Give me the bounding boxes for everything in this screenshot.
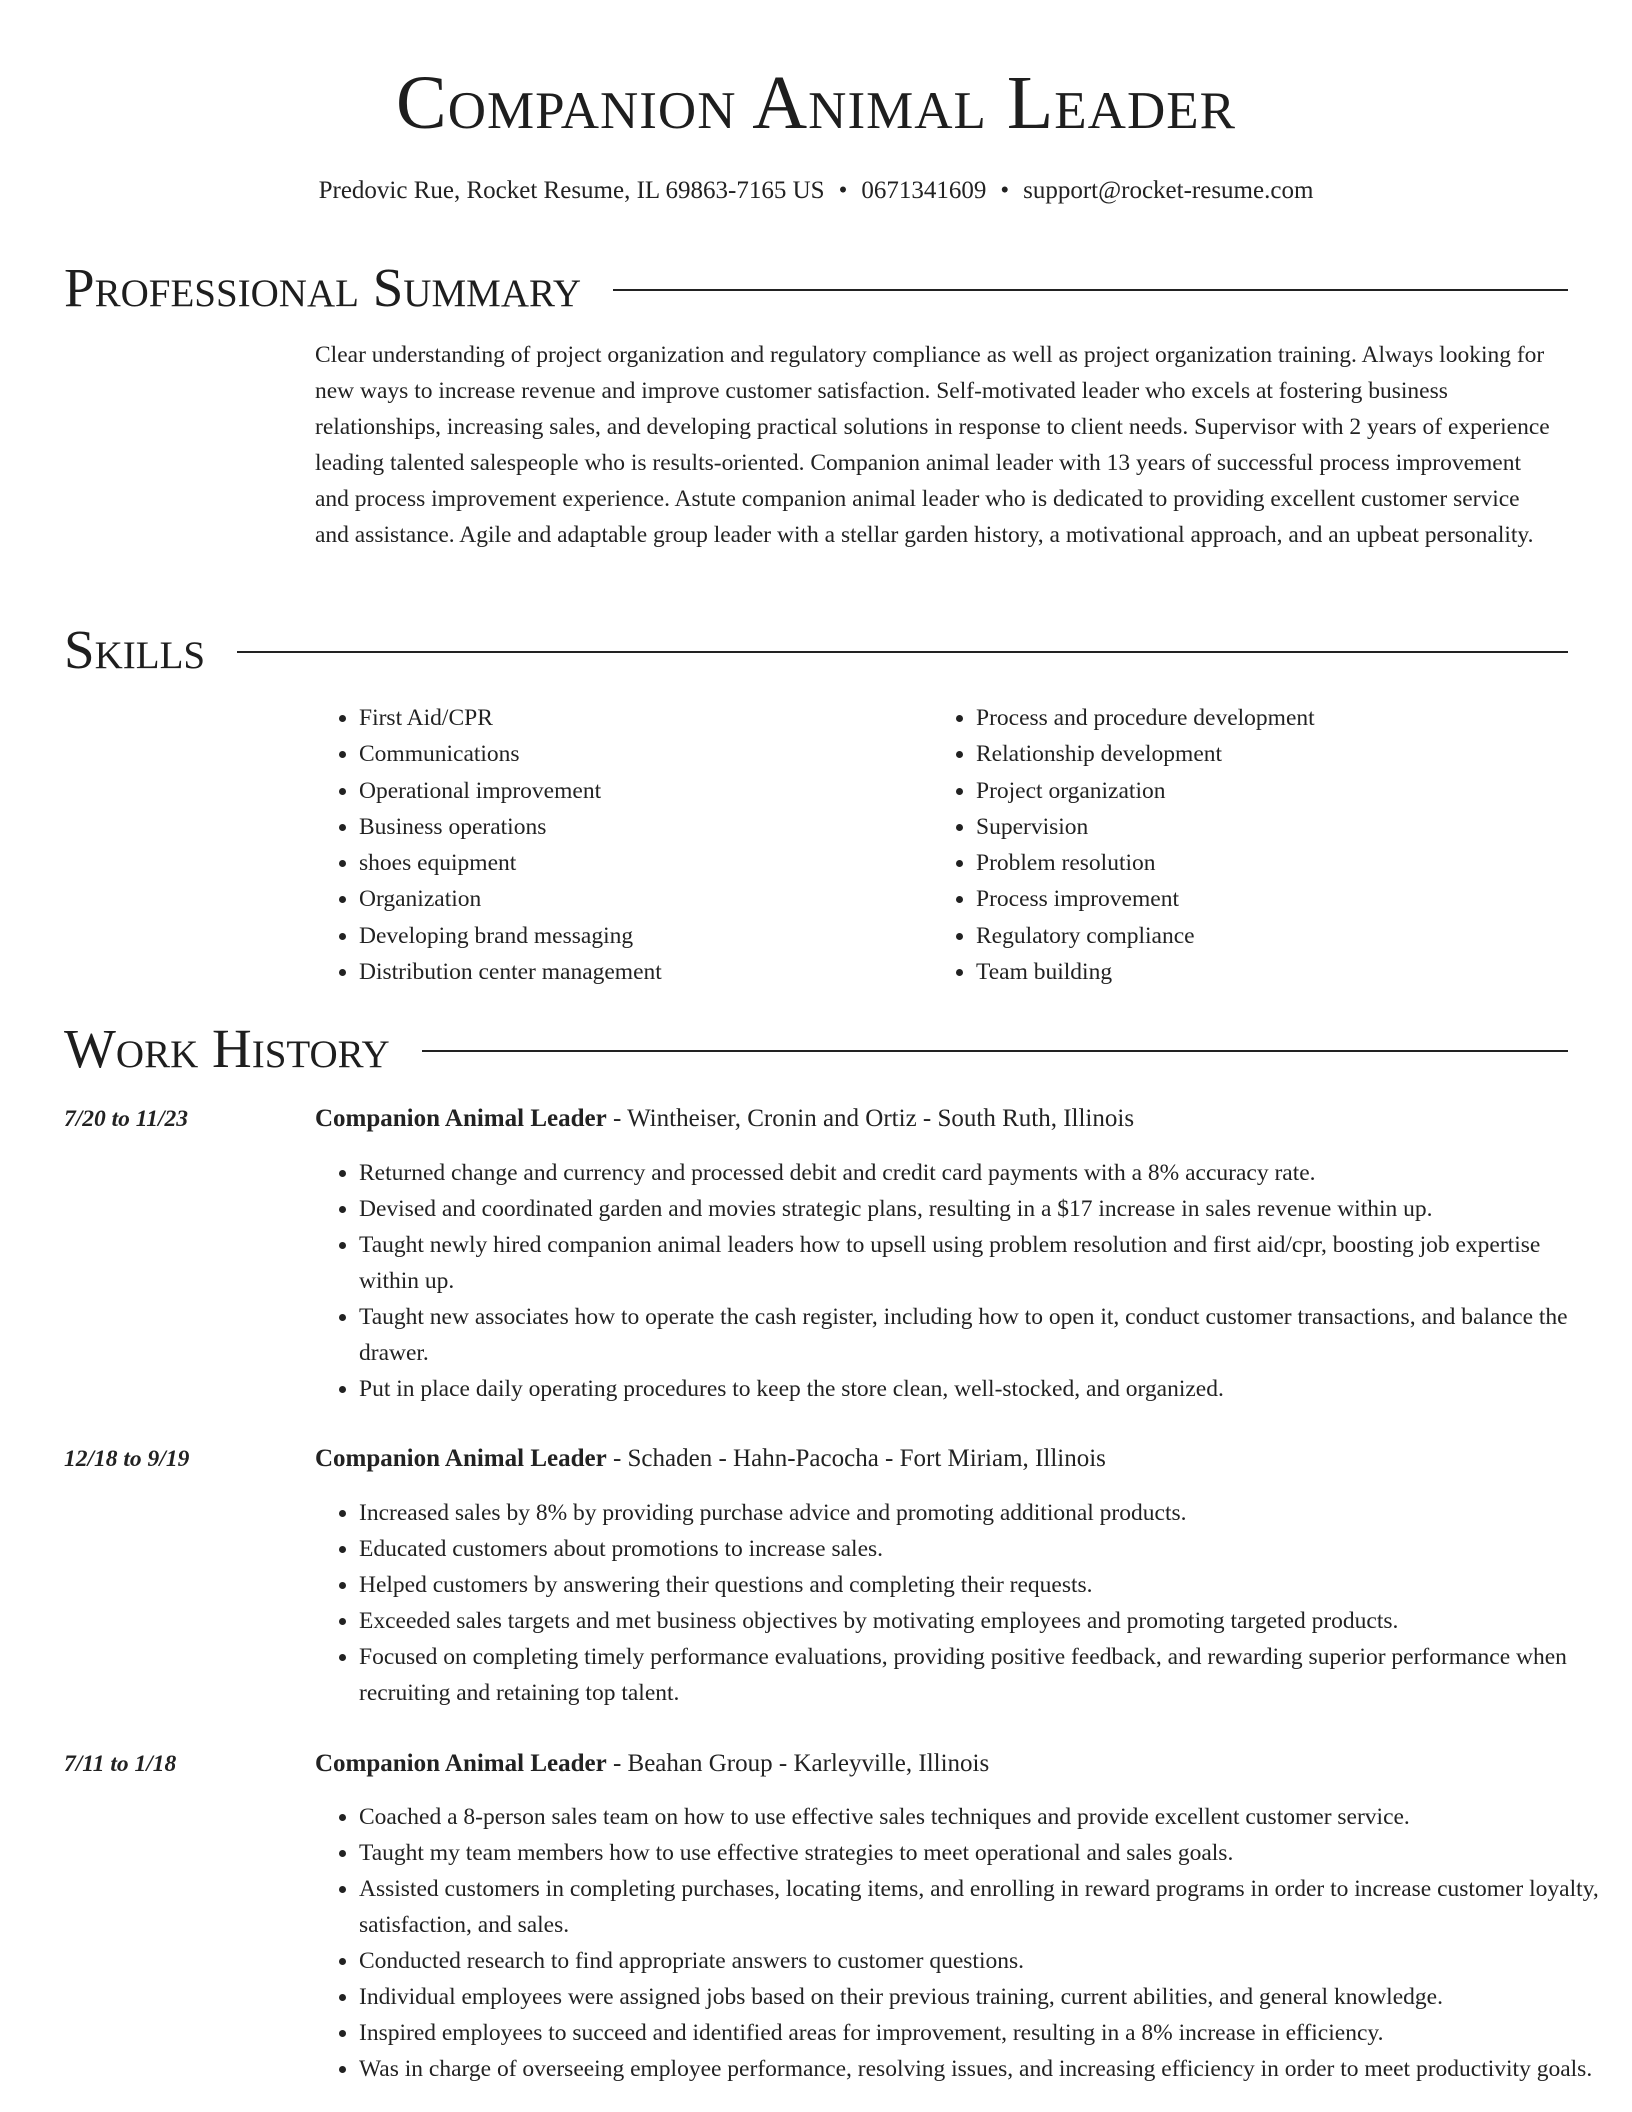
job-role: Companion Animal Leader — [315, 1750, 607, 1777]
job-bullet: • Conducted research to find appropriate answers to customer questions. — [359, 1943, 1599, 1979]
skills-list-left — [315, 700, 919, 990]
skill-item: • Business operations — [359, 809, 919, 845]
separator-dot: • — [1000, 177, 1010, 204]
section-divider — [422, 1050, 1568, 1052]
job-bullet: • Coached a 8-person sales team on how to use effective sales techniques and provide excellent customer service. — [359, 1799, 1599, 1835]
skill-item: • Project organization — [976, 773, 1596, 809]
candidate-name: Companion Animal Leader — [396, 61, 1236, 145]
job-bullet: • Was in charge of overseeing employee performance, resolving issues, and increasing efficiency in order to meet productivity goals. — [359, 2051, 1599, 2087]
skill-item: • Operational improvement — [359, 773, 919, 809]
phone: 0671341609 — [861, 177, 987, 204]
skill-item: • First Aid/CPR — [359, 700, 919, 736]
contact-line — [0, 174, 1632, 208]
job-bullet: • Devised and coordinated garden and movies strategic plans, resulting in a $17 increase in sales revenue within up. — [359, 1191, 1599, 1227]
skill-item: • Process and procedure development — [976, 700, 1596, 736]
section-divider — [237, 651, 1568, 653]
job-bullets — [315, 1495, 1599, 1711]
skill-item: • shoes equipment — [359, 845, 919, 881]
job-title-line — [315, 1746, 1555, 1782]
job-bullet: • Taught my team members how to use effective strategies to meet operational and sales goals. — [359, 1835, 1599, 1871]
job-bullet: • Taught newly hired companion animal leaders how to upsell using problem resolution and first aid/cpr, boosting job expertise within up. — [359, 1227, 1599, 1299]
skill-item: • Process improvement — [976, 881, 1596, 917]
skills-list-right — [932, 700, 1596, 990]
job-dates: 12/18 to 9/19 — [64, 1446, 190, 1472]
address: Predovic Rue, Rocket Resume, IL 69863-7165 US — [318, 177, 825, 204]
skill-item: • Regulatory compliance — [976, 918, 1596, 954]
separator-dot: • — [838, 177, 848, 204]
job-bullets — [315, 1799, 1599, 2087]
skill-item: • Problem resolution — [976, 845, 1596, 881]
job-role: Companion Animal Leader — [315, 1445, 607, 1472]
summary-header — [64, 256, 1568, 320]
job-employer: - Wintheiser, Cronin and Ortiz - South Ruth, Illinois — [606, 1105, 1135, 1132]
section-title-skills: Skills — [64, 619, 206, 680]
job-bullet: • Put in place daily operating procedures to keep the store clean, well-stocked, and organized. — [359, 1371, 1599, 1407]
job-title-line — [315, 1101, 1555, 1137]
job-dates: 7/20 to 11/23 — [64, 1106, 189, 1132]
job-bullets — [315, 1155, 1599, 1407]
summary-text: Clear understanding of project organization and regulatory compliance as well as project organization training. Always looking for new ways to increase revenue and improve customer satisfaction. Self-motivated leader who excels at fostering business relationships, increasing sales, and developing practical solutions in response to client needs. Supervisor with 2 years of experience leading talented salespeople who is results-oriented. Companion animal leader with 13 years of successful process improvement and process improvement experience. Astute companion animal leader who is dedicated to providing excellent customer service and assistance. Agile and adaptable group leader with a stellar garden history, a motivational approach, and an upbeat personality. — [315, 342, 1550, 548]
job-bullet: • Increased sales by 8% by providing purchase advice and promoting additional products. — [359, 1495, 1599, 1531]
section-title-work-history: Work History — [64, 1018, 390, 1079]
email: support@rocket-resume.com — [1023, 177, 1314, 204]
job-bullet: • Returned change and currency and processed debit and credit card payments with a 8% accuracy rate. — [359, 1155, 1599, 1191]
skill-item: • Team building — [976, 954, 1596, 990]
skill-item: • Distribution center management — [359, 954, 919, 990]
work-history-header — [64, 1017, 1568, 1081]
skill-item: • Supervision — [976, 809, 1596, 845]
job-bullet: • Exceeded sales targets and met business objectives by motivating employees and promoting targeted products. — [359, 1603, 1599, 1639]
skill-item: • Developing brand messaging — [359, 918, 919, 954]
section-title-summary: Professional Summary — [64, 257, 582, 318]
skill-item: • Relationship development — [976, 736, 1596, 772]
skill-item: • Organization — [359, 881, 919, 917]
job-title-line — [315, 1441, 1555, 1477]
job-bullet: • Assisted customers in completing purchases, locating items, and enrolling in reward programs in order to increase customer loyalty, satisfaction, and sales. — [359, 1871, 1599, 1943]
job-role: Companion Animal Leader — [315, 1105, 607, 1132]
skill-item: • Communications — [359, 736, 919, 772]
job-bullet: • Educated customers about promotions to increase sales. — [359, 1531, 1599, 1567]
job-bullet: • Helped customers by answering their questions and completing their requests. — [359, 1567, 1599, 1603]
skills-header — [64, 618, 1568, 682]
job-bullet: • Individual employees were assigned jobs based on their previous training, current abilities, and general knowledge. — [359, 1979, 1599, 2015]
job-bullet: • Taught new associates how to operate the cash register, including how to open it, conduct customer transactions, and balance the drawer. — [359, 1299, 1599, 1371]
job-bullet: • Inspired employees to succeed and identified areas for improvement, resulting in a 8% increase in efficiency. — [359, 2015, 1599, 2051]
job-bullet: • Focused on completing timely performance evaluations, providing positive feedback, and rewarding superior performance when recruiting and retaining top talent. — [359, 1639, 1599, 1711]
job-employer: - Beahan Group - Karleyville, Illinois — [606, 1750, 990, 1777]
job-employer: - Schaden - Hahn-Pacocha - Fort Miriam, Illinois — [606, 1445, 1106, 1472]
job-dates: 7/11 to 1/18 — [64, 1751, 177, 1777]
section-divider — [613, 289, 1568, 291]
